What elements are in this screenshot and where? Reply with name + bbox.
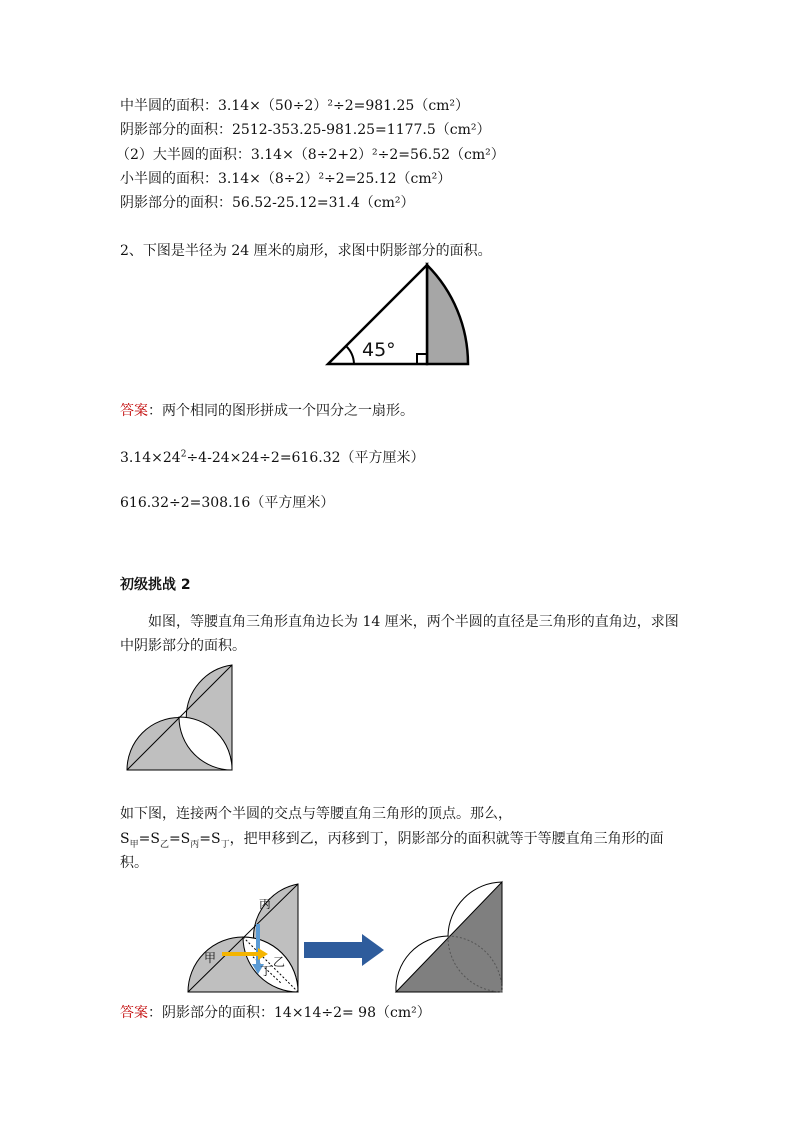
answer-2-calc-2: 616.32÷2=308.16（平方厘米） xyxy=(120,495,335,511)
challenge-answer-label: 答案 xyxy=(120,1005,148,1021)
sector-figure xyxy=(320,260,480,370)
challenge-figure-1 xyxy=(124,662,240,774)
challenge-answer-text: ：阴影部分的面积：14×14÷2= 98（cm²） xyxy=(148,1005,431,1021)
answer-2-line xyxy=(120,402,414,420)
answer-text: ：两个相同的图形拼成一个四分之一扇形。 xyxy=(148,403,414,419)
problem-2-question: 2、下图是半径为 24 厘米的扇形，求图中阴影部分的面积。 xyxy=(120,243,492,259)
angle-label: 45° xyxy=(362,339,396,361)
solution-line-3: （2）大半圆的面积：3.14×（8÷2+2）²÷2=56.52（cm²） xyxy=(116,147,505,163)
challenge-figure-after xyxy=(394,880,506,994)
answer-label: 答案 xyxy=(120,403,148,419)
shaded-triangle xyxy=(396,882,502,992)
solution-line-2: 阴影部分的面积：2512-353.25-981.25=1177.5（cm²） xyxy=(120,122,491,138)
solution-line-1: 中半圆的面积：3.14×（50÷2）²÷2=981.25（cm²） xyxy=(120,98,470,114)
label-bing: 丙 xyxy=(259,897,272,911)
challenge-title: 初级挑战 2 xyxy=(120,577,191,593)
explain-line-1: 如下图，连接两个半圆的交点与等腰直角三角形的顶点。那么， xyxy=(120,806,512,822)
transform-arrow xyxy=(304,934,388,966)
answer-2-calc-1 xyxy=(120,449,425,467)
challenge-answer-line xyxy=(120,1004,431,1022)
challenge-question: 如图，等腰直角三角形直角边长为 14 厘米，两个半圆的直径是三角形的直角边，求图中阴影部分的面积。 xyxy=(120,614,679,654)
challenge-figure-before xyxy=(184,882,304,994)
explain-line-2: $S_甲=S_乙=S_丙=S_丁$，把甲移到乙，丙移到丁，阴影部分的面积就等于等腰直角三角形的面积。 xyxy=(120,831,664,871)
calc-1-exponent: 2 xyxy=(180,449,187,460)
calc-1-part-a: 3.14×24 xyxy=(120,450,181,466)
label-ding: 丁 xyxy=(260,964,273,978)
calc-1-part-b: ÷4-24×24÷2=616.32（平方厘米） xyxy=(186,450,425,466)
label-jia: 甲 xyxy=(204,951,217,965)
solution-line-5: 阴影部分的面积：56.52-25.12=31.4（cm²） xyxy=(120,195,415,211)
solution-line-4: 小半圆的面积：3.14×（8÷2）²÷2=25.12（cm²） xyxy=(120,171,452,187)
label-yi: 乙 xyxy=(273,955,286,969)
sector-shaded-region xyxy=(427,265,468,364)
